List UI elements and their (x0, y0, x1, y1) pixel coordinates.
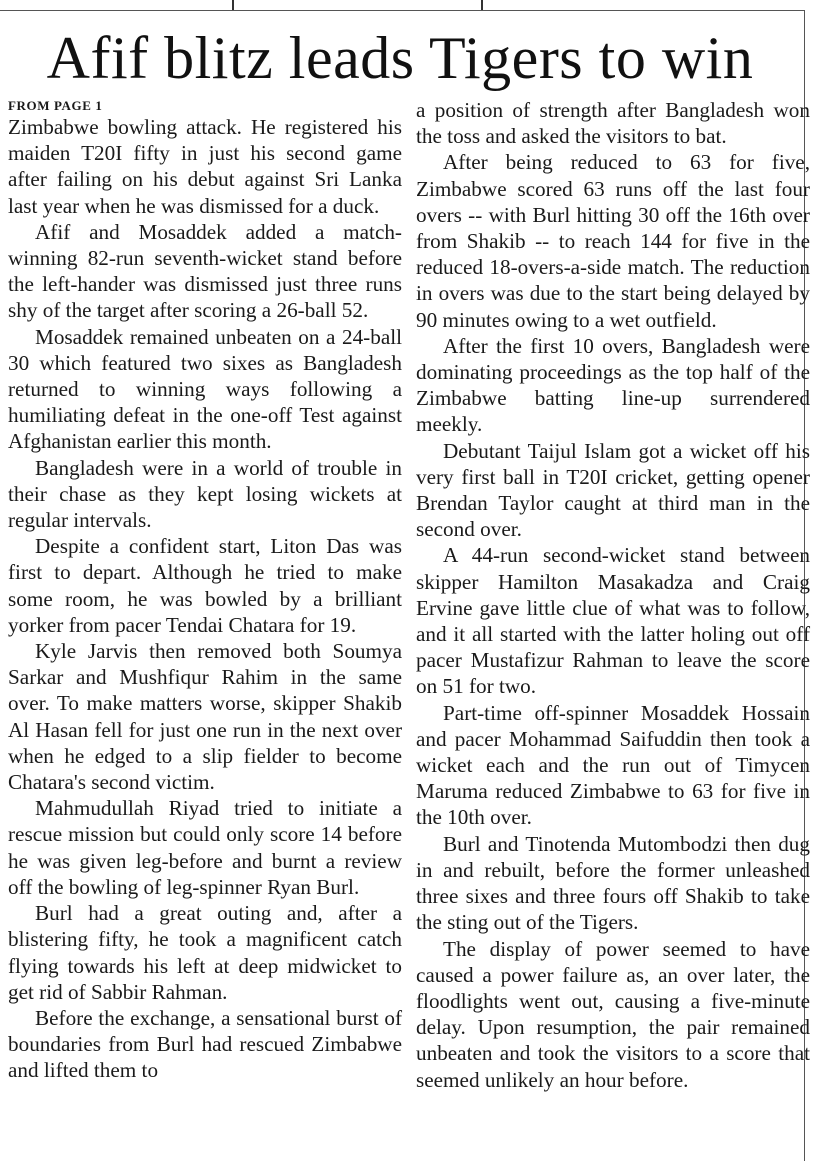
paragraph: Bangladesh were in a world of trouble in their chase as they kept losing wickets at regular intervals. (8, 455, 402, 533)
paragraph: Mahmudullah Riyad tried to initiate a rescue mission but could only score 14 before he was given leg-before and burnt a review off the bowling of leg-spinner Ryan Burl. (8, 796, 402, 899)
paragraph: Kyle Jarvis then removed both Soumya Sarkar and Mushfiqur Rahim in the same over. To make matters worse, skipper Shakib Al Hasan fell for just one run in the next over when he edged to a slip fielder to become Chatara's second victim. (8, 639, 402, 795)
paragraph: Debutant Taijul Islam got a wicket off his very first ball in T20I cricket, getting opener Brendan Taylor caught at third man in the second over. (416, 438, 810, 542)
paragraph: After the first 10 overs, Bangladesh were dominating proceedings as the top half of the Zimbabwe batting line-up surrendered meekly. (416, 333, 810, 437)
top-tick-mark (232, 0, 234, 10)
article-column-left (8, 97, 402, 1084)
paragraph: Burl and Tinotenda Mutombodzi then dug in and rebuilt, before the former unleashed three sixes and three fours off Shakib to take the sting out of the Tigers. (416, 831, 810, 935)
paragraph: Afif and Mosaddek added a match-winning 82-run seventh-wicket stand before the left-hander was dismissed just three runs shy of the target after scoring a 26-ball 52. (8, 219, 402, 323)
paragraph: Zimbabwe bowling attack. He registered his maiden T20I fifty in just his second game after failing on his debut against Sri Lanka last year when he was dismissed for a duck. (8, 115, 402, 218)
paragraph: After being reduced to 63 for five, Zimbabwe scored 63 runs off the last four overs -- with Burl hitting 30 off the 16th over from Shakib -- to reach 144 for five in the reduced 18-overs-a-side match. The reduction in overs was due to the start being delayed by 90 minutes owing to a wet outfield. (416, 150, 810, 332)
paragraph: Despite a confident start, Liton Das was first to depart. Although he tried to make some room, he was bowled by a brilliant yorker from pacer Tendai Chatara for 19. (8, 534, 402, 637)
paragraph: Mosaddek remained unbeaten on a 24-ball 30 which featured two sixes as Bangladesh returned to winning ways following a humiliating defeat in the one-off Test against Afghanistan earlier this month. (8, 324, 402, 454)
paragraph: Before the exchange, a sensational burst of boundaries from Burl had rescued Zimbabwe and lifted them to (8, 1005, 402, 1083)
jump-label: FROM PAGE 1 (8, 98, 103, 113)
paragraph: a position of strength after Bangladesh won the toss and asked the visitors to bat. (416, 98, 810, 149)
paragraph: Burl had a great outing and, after a blistering fifty, he took a magnificent catch flying towards his left at deep midwicket to get rid of Sabbir Rahman. (8, 901, 402, 1004)
article-column-right (416, 97, 810, 1093)
paragraph: A 44-run second-wicket stand between skipper Hamilton Masakadza and Craig Ervine gave little clue of what was to follow, and it all started with the latter holing out off pacer Mustafizur Rahman to leave the score on 51 for two. (416, 543, 810, 699)
top-tick-mark (481, 0, 483, 10)
top-rule (0, 10, 804, 11)
headline: Afif blitz leads Tigers to win (46, 25, 754, 91)
paragraph: The display of power seemed to have caused a power failure as, an over later, the floodlights went out, causing a five-minute delay. Upon resumption, the pair remained unbeaten and took the visitors to a score that seemed unlikely an hour before. (416, 936, 810, 1092)
paragraph: Part-time off-spinner Mosaddek Hossain and pacer Mohammad Saifuddin then took a wicket each and the run out of Timycen Maruma reduced Zimbabwe to 63 for five in the 10th over. (416, 700, 810, 830)
